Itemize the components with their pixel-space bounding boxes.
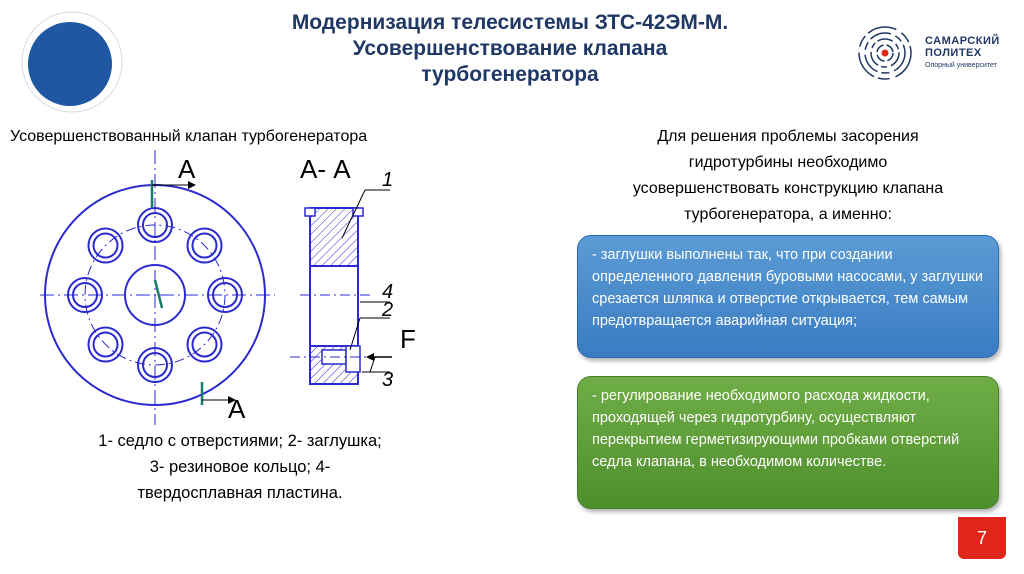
- section-label: А- А: [300, 154, 351, 184]
- valve-technical-drawing: [30, 150, 430, 425]
- drawing-legend: [40, 428, 440, 506]
- legend-line: 1- седло с отверстиями; 2- заглушка;: [98, 432, 382, 450]
- section-arrow-label-bottom: А: [228, 394, 246, 424]
- logo-subtitle: Опорный университет: [925, 62, 997, 69]
- callout-4: 4: [382, 281, 394, 303]
- section-view: [290, 190, 392, 384]
- solution-intro: [568, 124, 1008, 228]
- decorative-circles: [0, 0, 150, 135]
- legend-line: твердосплавная пластина.: [137, 484, 343, 502]
- intro-line: гидротурбины необходимо: [688, 154, 888, 171]
- callout-2: 2: [382, 299, 394, 321]
- solution-card-flow-regulation: - регулирование необходимого расхода жидкости, проходящей через гидротурбину, осуществляют перекрытием герметизирующими пробками отверстий седла клапана, в необходимом количестве.: [577, 376, 999, 509]
- section-arrow-label-top: А: [178, 154, 196, 184]
- logo-emblem-icon: [855, 22, 917, 84]
- callout-1: 1: [382, 169, 394, 191]
- solution-card-plugs: - заглушки выполнены так, что при создании определенного давления буровыми насосами, у заглушки срезается шляпка и отверстие открывается, тем самым предотвращается аварийная ситуация;: [577, 235, 999, 358]
- intro-line: Для решения проблемы засорения: [657, 128, 919, 145]
- title-line: Модернизация телесистемы ЗТС-42ЭМ-М.: [291, 11, 729, 34]
- front-view: [40, 150, 275, 425]
- slide-title: [230, 10, 790, 88]
- title-line: Усовершенствование клапана: [352, 37, 668, 60]
- logo-line: ПОЛИТЕХ: [925, 47, 982, 59]
- force-label: F: [400, 324, 416, 354]
- intro-line: турбогенератора, а именно:: [684, 206, 892, 223]
- intro-line: усовершенствовать конструкцию клапана: [632, 180, 944, 197]
- title-line: турбогенератора: [421, 63, 599, 86]
- page-number-badge: 7: [958, 517, 1006, 559]
- university-logo: [855, 22, 1015, 84]
- drawing-caption: Усовершенствованный клапан турбогенератора: [10, 128, 368, 145]
- logo-line: САМАРСКИЙ: [925, 35, 1000, 47]
- legend-line: 3- резиновое кольцо; 4-: [149, 458, 331, 476]
- callout-3: 3: [382, 369, 394, 391]
